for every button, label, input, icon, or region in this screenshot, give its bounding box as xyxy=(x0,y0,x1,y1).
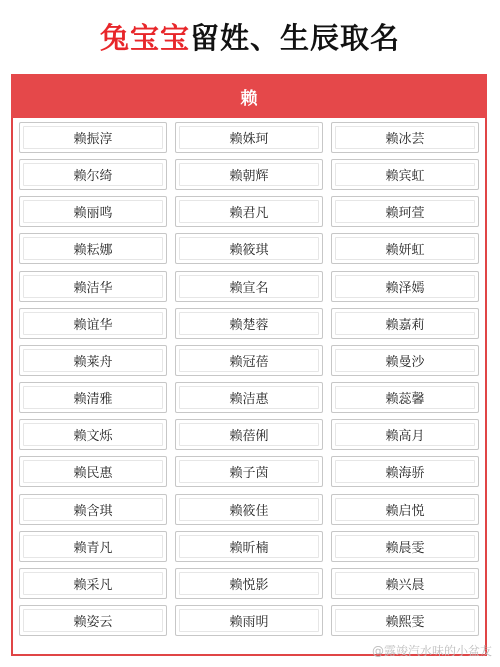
name-cell: 赖嘉莉 xyxy=(331,308,479,339)
name-cell: 赖蓓俐 xyxy=(175,419,323,450)
name-cell: 赖悦影 xyxy=(175,568,323,599)
name-cell: 赖洁华 xyxy=(19,271,167,302)
name-cell: 赖曼沙 xyxy=(331,345,479,376)
name-cell: 赖珂萱 xyxy=(331,196,479,227)
name-cell: 赖民惠 xyxy=(19,456,167,487)
name-cell: 赖谊华 xyxy=(19,308,167,339)
watermark: @露竣汽水味的小盆友 xyxy=(371,644,492,658)
name-cell: 赖耘娜 xyxy=(19,233,167,264)
name-cell: 赖楚蓉 xyxy=(175,308,323,339)
name-cell: 赖冰芸 xyxy=(331,122,479,153)
surname-header: 赖 xyxy=(11,74,487,118)
name-cell: 赖振淳 xyxy=(19,122,167,153)
name-cell: 赖文烁 xyxy=(19,419,167,450)
name-cell: 赖清雅 xyxy=(19,382,167,413)
name-cell: 赖启悦 xyxy=(331,494,479,525)
page-title xyxy=(0,18,500,58)
name-cell: 赖熙雯 xyxy=(331,605,479,636)
name-cell: 赖昕楠 xyxy=(175,531,323,562)
name-cell: 赖子茵 xyxy=(175,456,323,487)
name-cell: 赖晨雯 xyxy=(331,531,479,562)
name-cell: 赖君凡 xyxy=(175,196,323,227)
name-cell: 赖筱佳 xyxy=(175,494,323,525)
name-cell: 赖泽嫣 xyxy=(331,271,479,302)
names-panel xyxy=(11,74,487,656)
name-cell: 赖海骄 xyxy=(331,456,479,487)
name-cell: 赖雨明 xyxy=(175,605,323,636)
name-cell: 赖青凡 xyxy=(19,531,167,562)
name-cell: 赖莱舟 xyxy=(19,345,167,376)
name-cell: 赖朝辉 xyxy=(175,159,323,190)
name-cell: 赖妍虹 xyxy=(331,233,479,264)
name-cell: 赖冠蓓 xyxy=(175,345,323,376)
name-cell: 赖含琪 xyxy=(19,494,167,525)
name-cell: 赖姝珂 xyxy=(175,122,323,153)
name-cell: 赖蕊馨 xyxy=(331,382,479,413)
name-cell: 赖高月 xyxy=(331,419,479,450)
title-rest: 留姓、生辰取名 xyxy=(190,21,401,55)
name-cell: 赖筱琪 xyxy=(175,233,323,264)
name-cell: 赖丽鸣 xyxy=(19,196,167,227)
name-cell: 赖宣名 xyxy=(175,271,323,302)
name-cell: 赖兴晨 xyxy=(331,568,479,599)
title-highlight: 兔宝宝 xyxy=(99,21,190,55)
name-cell: 赖宾虹 xyxy=(331,159,479,190)
name-cell: 赖姿云 xyxy=(19,605,167,636)
name-cell: 赖尔绮 xyxy=(19,159,167,190)
name-cell: 赖洁惠 xyxy=(175,382,323,413)
name-cell: 赖采凡 xyxy=(19,568,167,599)
